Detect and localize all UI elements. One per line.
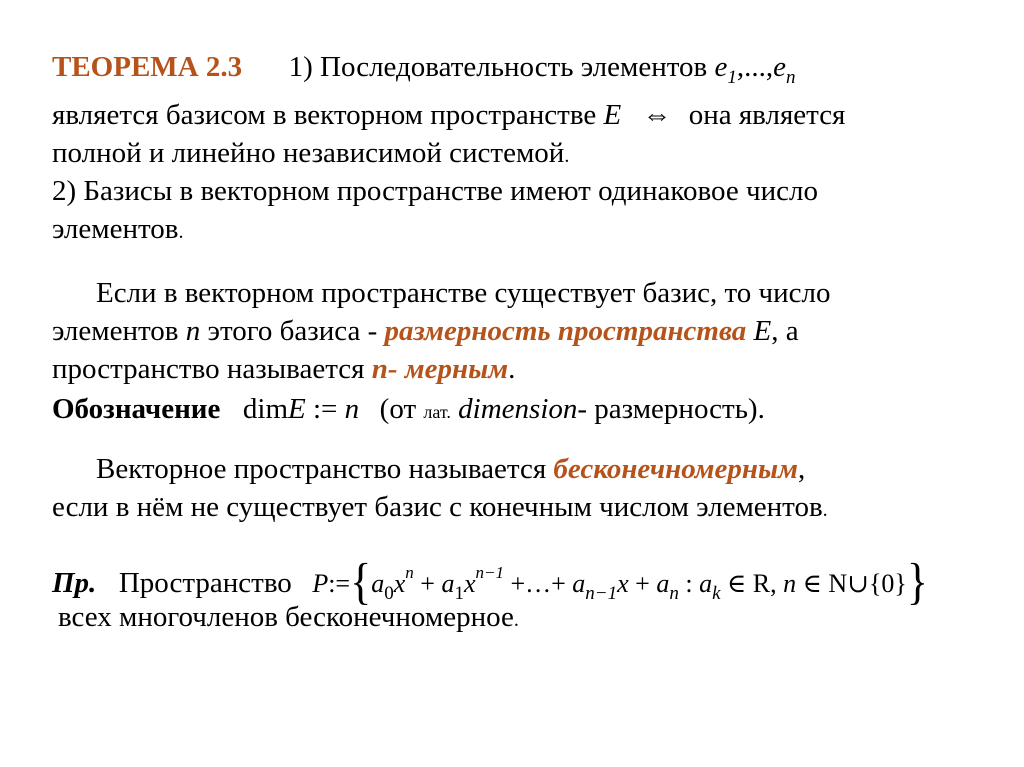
example-label: Пр. <box>52 567 97 599</box>
infinite-line-1 <box>96 452 805 486</box>
theorem-line-5-text: элементов <box>52 213 179 245</box>
left-brace: { <box>350 553 372 610</box>
theorem-line-5-period: . <box>178 221 184 243</box>
seq-e1: $e_1$ <box>714 51 737 88</box>
dimension-word: dimension <box>458 393 578 425</box>
example-line-2-text: всех многочленов бесконечномерное <box>58 601 514 633</box>
theorem-line-2-text: является базисом в векторном пространстве <box>52 99 597 131</box>
theorem-line-2-end: она является <box>688 99 846 131</box>
theorem-part1-intro: 1) Последовательность элементов <box>288 51 708 83</box>
infinite-line-2 <box>52 490 828 527</box>
theorem-line-5 <box>52 212 184 249</box>
dim-n: n <box>344 393 360 425</box>
seq-en: $e_n$ <box>773 51 796 88</box>
theorem-line-3-period: . <box>564 145 570 167</box>
dimension-line-2-b: этого базиса - <box>207 315 378 347</box>
notation-paren-open: (от <box>379 393 417 425</box>
theorem-part2-text: 2) Базисы в векторном пространстве имеют одинаковое число <box>52 175 818 207</box>
example-line-2-period: . <box>513 609 519 631</box>
notation-line <box>52 392 765 429</box>
infinite-line-2-text: если в нём не существует базис с конечным числом элементов <box>52 491 823 523</box>
dimension-line-1-text: Если в векторном пространстве существует базис, то число <box>96 277 831 309</box>
example-text: Пространство <box>118 567 292 599</box>
dimension-line-3-text: пространство называется <box>52 353 365 385</box>
theorem-label: ТЕОРЕМА 2.3 <box>52 51 243 83</box>
dim-E: E <box>288 393 306 425</box>
dimension-line-2-c: , а <box>771 315 799 347</box>
iff-symbol: ⇔ <box>642 99 672 131</box>
example-line-2 <box>58 600 519 637</box>
dimension-line-2 <box>52 314 799 348</box>
dim-operator: dim <box>242 393 289 425</box>
set-assign: := <box>328 569 351 598</box>
dimension-line-1 <box>96 276 831 310</box>
theorem-line-2 <box>52 98 845 132</box>
infinite-term: бесконечномерным <box>553 453 798 485</box>
dimension-line-3 <box>52 352 515 386</box>
infinite-line-2-period: . <box>822 499 828 521</box>
notation-label: Обозначение <box>52 393 221 425</box>
theorem-line-1 <box>52 50 795 95</box>
theorem-line-3 <box>52 136 569 173</box>
seq-ellipsis: ,..., <box>736 51 774 83</box>
dimension-n: n <box>185 315 201 347</box>
dim-assign: := <box>313 393 338 425</box>
n-dimensional-term: n- мерным <box>371 353 509 385</box>
infinite-line-1-text: Векторное пространство называется <box>96 453 547 485</box>
polynomial-set-formula: $P:=\{a_0x^n + a_1x^{n-1}$ +…+ $a_{n-1}x + a_n$ : $a_k$ ∈ R, n ∈ N∪{0}} <box>312 553 929 610</box>
right-brace: } <box>906 553 929 610</box>
latin-abbrev: лат. <box>423 402 451 422</box>
set-P: P <box>312 569 329 598</box>
dimension-E: E <box>753 315 772 347</box>
notation-paren-close: - размерность). <box>577 393 765 425</box>
dimension-term: размерность пространства <box>384 315 747 347</box>
space-E: E <box>603 99 622 131</box>
theorem-line-4 <box>52 174 818 208</box>
theorem-line-3-text: полной и линейно независимой системой <box>52 137 565 169</box>
dimension-line-3-period: . <box>508 353 516 385</box>
infinite-line-1-comma: , <box>797 453 806 485</box>
dimension-line-2-a: элементов <box>52 315 179 347</box>
